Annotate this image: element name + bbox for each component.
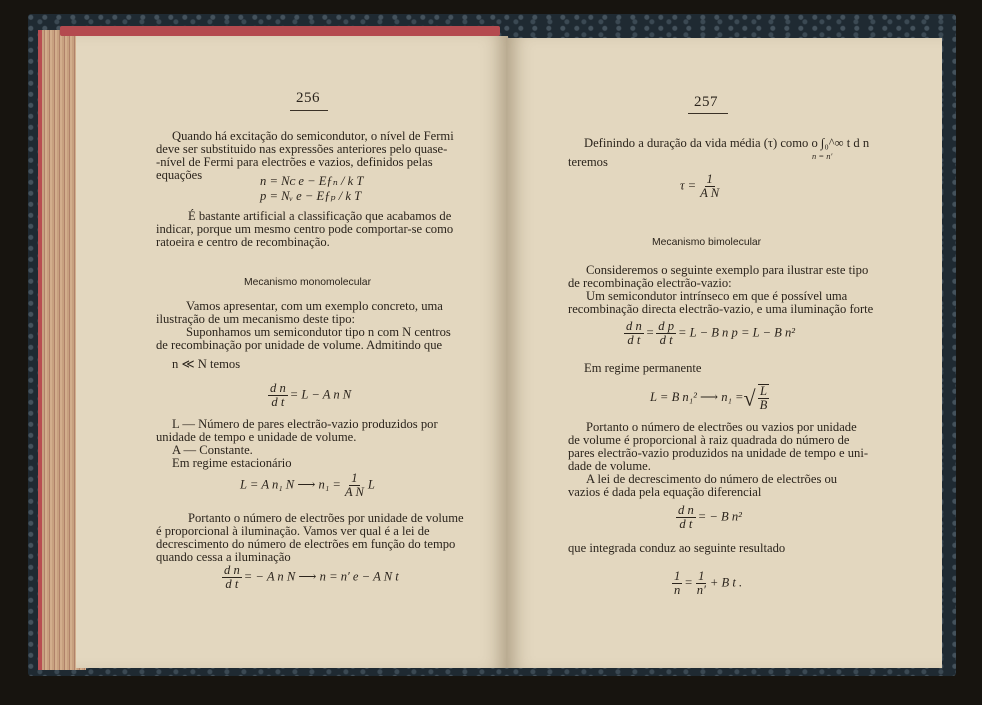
paragraph-line: que integrada conduz ao seguinte resultado [568,541,786,555]
fraction-numerator: d n [678,503,694,517]
equation-rhs: L [367,477,375,492]
fraction-numerator: 1 [674,569,681,583]
fraction-numerator: 1 [706,172,713,186]
equation: $\frac{\text{d n}}{\text{d t}}$ = $\frac{\text{d p}}{\text{d t}}$ = L − B n p = L − B n² [626,319,796,347]
paragraph-line: deve ser substituido nas expressões anteriores pelo quase- [156,142,448,156]
section-heading: Mecanismo monomolecular [244,277,372,288]
fraction-denominator: d t [225,577,239,591]
equation-rhs: + B t . [709,575,743,590]
fraction-denominator: d t [659,333,673,347]
equation-lhs: L = A n₁ N ⟶ n₁ = [240,477,341,492]
page-number: 256 [296,90,320,106]
paragraph-line: ratoeira e centro de recombinação. [156,235,330,249]
paragraph-line: Portanto o número de electrões ou vazios por unidade [586,420,857,434]
fraction-denominator: n [674,583,681,597]
section-heading: Mecanismo bimolecular [652,237,762,248]
paragraph-line: Consideremos o seguinte exemplo para ilustrar este tipo [586,263,869,277]
equation-rhs: = L − B n p = L − B n² [678,325,796,340]
equation-rhs: = L − A n N [289,387,352,402]
paragraph-line: ilustração de um mecanismo deste tipo: [156,312,355,326]
left-page [76,36,508,668]
paragraph-line: quando cessa a iluminação [156,550,291,564]
fraction-numerator: d n [626,319,642,333]
paragraph-line: Suponhamos um semicondutor tipo n com N centros [186,325,451,339]
paragraph-line: pares electrão-vazio produzidos na unidade de tempo e uni- [568,446,869,460]
sqrt-icon: √ [743,385,756,411]
equation: p = Nᵥ e − Eƒₚ / k T [260,189,362,203]
page-number-rule [688,113,728,114]
paragraph-line: de volume é proporcional à raiz quadrada do número de [568,433,850,447]
paragraph-line: Em regime permanente [584,361,702,375]
equation [650,384,771,412]
fraction-numerator: L [759,384,767,398]
paragraph-line: é proporcional à iluminação. Vamos ver qual é a lei de [156,524,430,538]
paragraph-line: Vamos apresentar, com um exemplo concreto, uma [186,299,443,313]
paragraph-line: dade de volume. [568,459,651,473]
paragraph-line: A — Constante. [172,443,253,457]
paragraph-line: teremos [568,155,608,169]
paragraph-line: Portanto o número de electrões por unidade de volume [188,511,464,525]
paragraph-line: de recombinação por unidade de volume. Admitindo que [156,338,443,352]
red-page-edge [60,26,500,36]
paragraph-line: Definindo a duração da vida média (τ) como o ∫₀^∞ t d n [584,136,870,150]
equation [266,382,351,409]
equation-rhs: = − A n N ⟶ n = n′ e − A N t [243,569,399,584]
fraction-denominator: A N [344,485,364,499]
fraction-denominator: d t [271,395,285,409]
paragraph-line: equações [156,168,203,182]
fraction-numerator: 1 [351,471,358,485]
equation-lhs: τ = [680,178,697,193]
paragraph-line: recombinação directa electrão-vazio, e uma iluminação forte [568,302,874,316]
paragraph-line: Quando há excitação do semicondutor, o nível de Fermi [172,129,454,143]
page-number-rule [290,110,328,111]
paragraph-line: de recombinação electrão-vazio: [568,276,732,290]
equation [674,504,742,531]
paragraph-line: vazios é dada pela equação diferencial [568,485,762,499]
page-number: 257 [694,94,718,110]
paragraph-line: É bastante artificial a classificação que acabamos de [188,209,452,223]
equation: n = Nᴄ e − Eƒₙ / k T [260,174,364,188]
paragraph-line: decrescimento do número de electrões em função do tempo [156,537,456,551]
equation: $\frac{1}{n}$ = $\frac{1}{n'}$ + B t . [674,569,743,597]
fraction-numerator: d p [658,319,674,333]
fraction-denominator: A N [700,186,720,200]
fraction-numerator: d n [270,381,286,395]
paragraph-line: unidade de tempo e unidade de volume. [156,430,357,444]
paragraph-line: -nível de Fermi para electrões e vazios, definidos pelas [156,155,433,169]
paragraph-line: L — Número de pares electrão-vazio produzidos por [172,417,438,431]
fraction-denominator: B [759,398,768,412]
paragraph-line: A lei de decrescimento do número de electrões ou [586,472,838,486]
paragraph-line: Em regime estacionário [172,456,292,470]
integral-limits: n = n′ [812,151,833,161]
condition: n ≪ N temos [172,357,241,371]
right-page [506,38,942,668]
fraction-denominator: n′ [696,583,706,597]
paragraph-line: indicar, porque um mesmo centro pode comportar-se como [156,222,454,236]
fraction-numerator: 1 [698,569,705,583]
equation-rhs: = − B n² [697,509,742,524]
paragraph-line: Um semicondutor intrínseco em que é possível uma [586,289,848,303]
fraction-numerator: d n [224,563,240,577]
fraction-denominator: d t [627,333,641,347]
equation [680,173,723,200]
equation-lhs: L = B n₁² ⟶ n₁ = [650,389,744,404]
equation [220,564,399,591]
fraction-denominator: d t [679,517,693,531]
equation [240,472,375,499]
